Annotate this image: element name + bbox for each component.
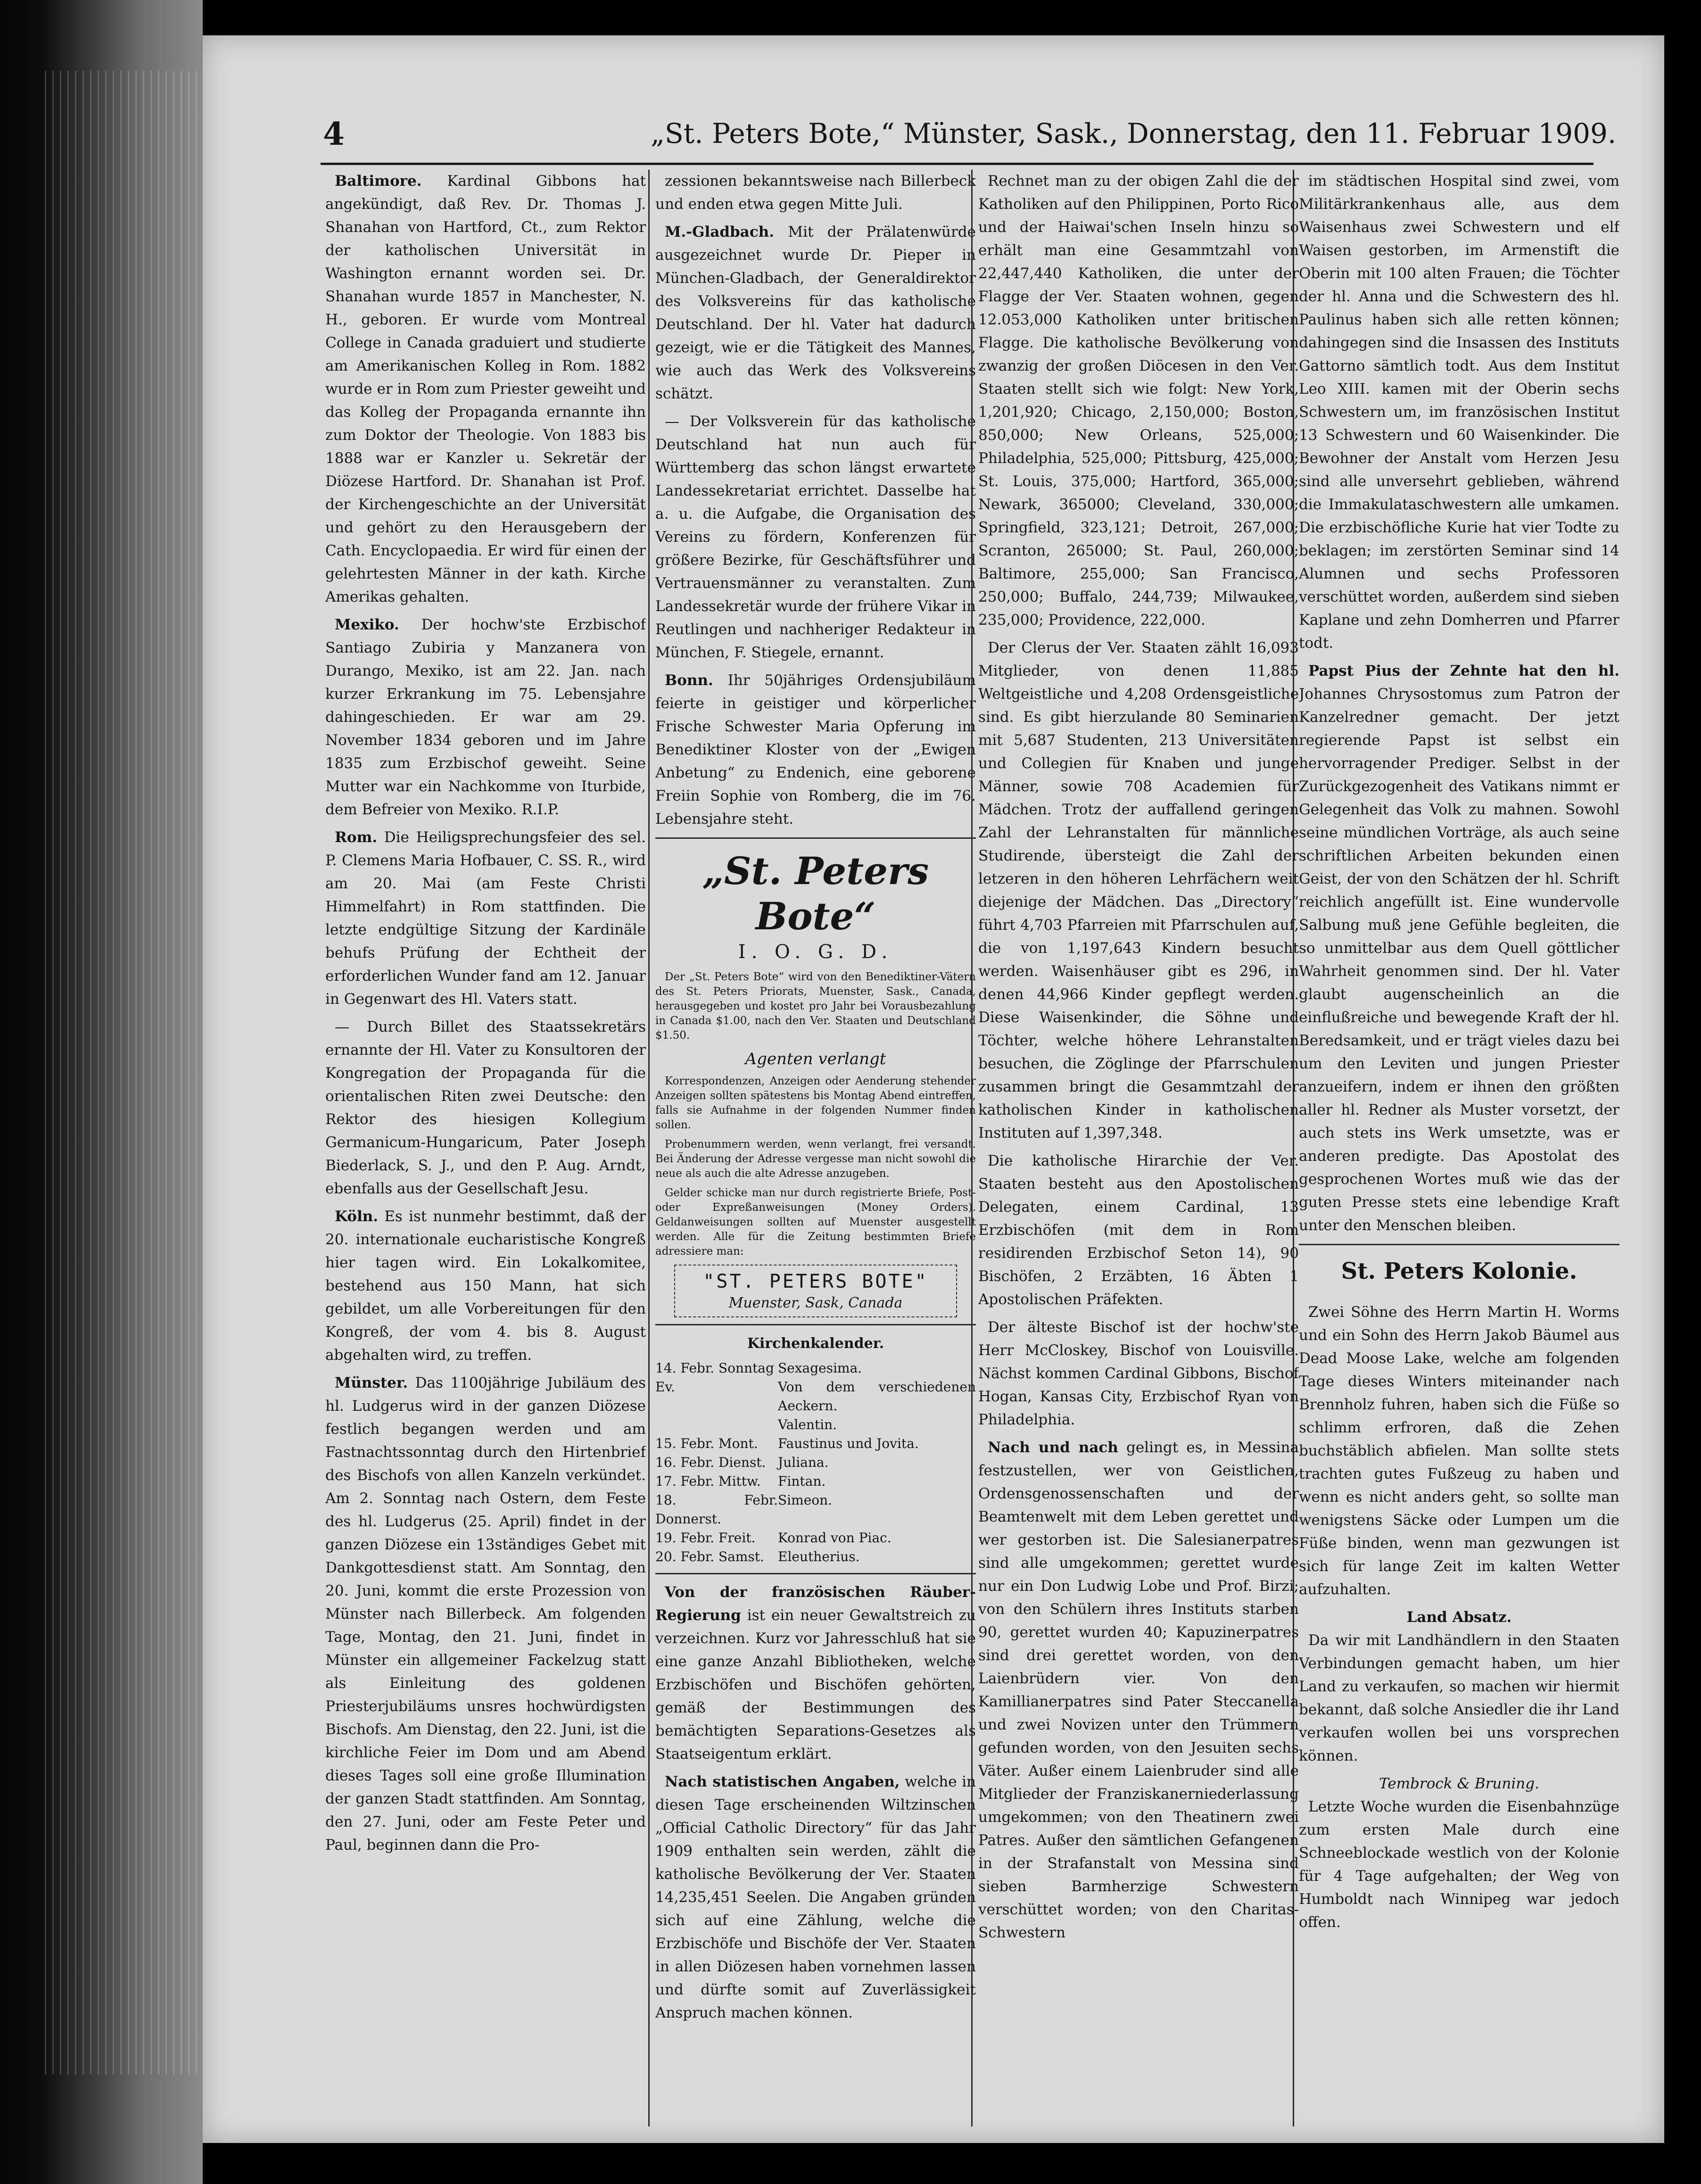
kalender-row (655, 1547, 976, 1566)
article-gladbach (655, 221, 976, 405)
kalender-row (655, 1529, 976, 1547)
column-1 (325, 170, 646, 2126)
kalender-feast: Simeon. (778, 1492, 833, 1508)
article-mexiko (325, 613, 646, 821)
kalender-feast: Valentin. (778, 1417, 837, 1432)
kalender-feast: Juliana. (778, 1455, 829, 1470)
kalender-feast: Konrad von Piac. (778, 1530, 892, 1546)
article-text: gelingt es, in Messina festzustellen, wer von Geistlichen, Ordensgenossenschaften und der Beamtenwelt mit dem Leben gerettet und wer gestorben ist. Die Salesianerpatres sind alle umgekommen; gerettet wurde nur ein Don Ludwig Lobe und Prof. Birzi; von den Schülern ihres Instituts starben 90, gerettet wurden 40; Kapuzinerpatres sind drei gerettet worden, von den Laienbrüdern vier. Von den Kamillianerpatres sind Pater Steccanella und zwei Novizen unter den Trümmern gefunden worden, von den Jesuiten sechs Väter. Außer einem Laienbruder sind alle Mitglieder der Franziskanerniederlassung umgekommen; von den Theatinern zwei Patres. Außer den sämtlichen Gefangenen in der Strafanstalt von Messina sind sieben Barmherzige Schwestern verschüttet worden; von den Charitas-Schwestern (978, 1439, 1299, 1941)
kalender-row (655, 1472, 976, 1491)
article-muenster (325, 1372, 646, 1857)
colony-news: Zwei Söhne des Herrn Martin H. Worms und ein Sohn des Herrn Jakob Bäumel aus Dead Moose Lake, welche am folgenden Tage dieses Winters miteinander nach Brennholz fuhren, haben sich die Füße so schlimm erfroren, daß die Zehen buchstäblich abfielen. Man sollte stets trachten gutes Fußzeug zu haben und wenn es nicht anders geht, so sollte man wenigstens Säcke oder Lumpen um die Füße binden, wenn man gezwungen ist sich für lange Zeit im kalten Wetter aufzuhalten. (1299, 1304, 1619, 1598)
article-aeltester-bischof (978, 1316, 1299, 1431)
notice: Gelder schicke man nur durch registrierte Briefe, Post- oder Expreßanweisungen (Money Orders). Geldanweisungen sollten auf Muenster ausgestellt werden. Alle für die Zeitung bestimmten Briefe adressiere man: (655, 1187, 976, 1257)
article-rom (325, 826, 646, 1011)
land-absatz-text: Da wir mit Landhändlern in den Staaten Verbindungen gemacht haben, um hier Land zu verkaufen, so machen wir hiermit bekannt, daß solche Ansiedler die ihr Land verkaufen wollen bei uns vorsprechen können. (1299, 1632, 1619, 1764)
article-text: im städtischen Hospital sind zwei, vom Militärkrankenhaus alle, aus dem Waisenhaus zwei Schwestern und elf Waisen gestorben, im Armenstift die Oberin mit 100 alten Frauen; die Töchter der hl. Anna und die Schwestern des hl. Paulinus haben sich alle retten können; dahingegen sind die Insassen des Instituts Gattorno sämtlich todt. Aus dem Institut Leo XIII. kamen mit der Oberin sechs Schwestern um, im französischen Institut 13 Schwestern und 60 Waisenkinder. Die Bewohner der Anstalt vom Herzen Jesu sind alle unversehrt geblieben, während die Immakulataschwestern alle umkamen. Die erzbischöfliche Kurie hat vier Todte zu beklagen; im zerstörten Seminar sind 14 Alumnen und sechs Professoren verschüttet worden, außerdem sind sieben Kaplane und zehn Domherren und Pfarrer todt. (1299, 173, 1619, 652)
kalender-row (655, 1491, 976, 1529)
advertiser-signature: Tembrock & Bruning. (1379, 1775, 1539, 1792)
article-text: Die Heiligsprechungsfeier des sel. P. Clemens Maria Hofbauer, C. SS. R., wird am 20. Mai (am Feste Christi Himmelfahrt) in Rom stattfinden. Die letzte endgültige Sitzung der Kardinäle behufs Prüfung der Echtheit der erforderlichen Wunder fand am 12. Januar in Gegenwart des Hl. Vaters statt. (325, 829, 646, 1008)
section-title-kolonie: St. Peters Kolonie. (1341, 1258, 1577, 1284)
article-text: Der Clerus der Ver. Staaten zählt 16,093 Mitglieder, von denen 11,885 Weltgeistliche und 4,208 Ordensgeistliche sind. Es gibt hierzulande 80 Seminarien mit 5,687 Studenten, 213 Universitäten und Collegien für Knaben und junge Männer, sowie 708 Academien für Mädchen. Trotz der auffallend geringen Zahl der Lehranstalten für männliche Studirende, übersteigt die Zahl der letzeren in den höheren Lehrfächern weit diejenige der Mädchen. Das „Directory“ führt 4,703 Pfarreien mit Pfarrschulen auf, die von 1,197,643 Kindern besucht werden. Waisenhäuser gibt es 296, in denen 44,966 Kinder gepflegt werden. Diese Waisenkinder, die Söhne und Töchter, welche höhere Lehranstalten besuchen, die Zöglinge der Pfarrschulen zusammen bringt die Gesammtzahl der katholischen Kinder in katholischen Instituten auf 1,397,348. (978, 639, 1299, 1142)
header-rule (321, 163, 1594, 165)
section-rule (655, 1573, 976, 1574)
kalender-row (655, 1453, 976, 1472)
kalender-date: Ev. (655, 1379, 675, 1395)
article-text: — Der Volksverein für das katholische Deutschland hat nun auch für Württemberg das schon längst erwartete Landessekretariat errichtet. Dasselbe hat a. u. die Aufgabe, die Organisation des Vereins zu fördern, Konferenzen für größere Bezirke, für Geschäftsführer und Vertrauensmänner zu veranstalten. Zum Landessekretär wurde der frühere Vikar in Reutlingen und nachheriger Redakteur in München, F. Stiegele, ernannt. (655, 413, 976, 661)
article-lead: Bonn. (665, 672, 713, 689)
column-3 (978, 170, 1299, 2126)
article-text: ist ein neuer Gewaltstreich zu verzeichnen. Kurz vor Jahresschluß hat sie eine ganze Anzahl Bibliotheken, welche Erzbischöfen und Bischöfen gehörten, gemäß der Bestimmungen des bemächtigten Separations-Gesetzes als Staatseigentum erklärt. (655, 1607, 976, 1762)
article-text: Johannes Chrysostomus zum Patron der Kanzelredner gemacht. Der jetzt regierende Papst ist selbst ein hervorragender Prediger. Selbst in der Zurückgezogenheit des Vatikans nimmt er Gelegenheit das Volk zu mahnen. Sowohl seine mündlichen Vorträge, als auch seine schriftlichen Arbeiten bekunden einen Geist, der von den Schätzen der hl. Schrift reichlich angefüllt ist. Eine wundervolle Salbung muß jene Gefühle begleiten, die so unmittelbar aus dem Quell göttlicher Wahrheit genommen sind. Der hl. Vater glaubt augenscheinlich an die einflußreiche und bewegende Kraft der hl. Beredsamkeit, und er trägt vieles dazu bei um den Leviten und jungen Priester anzueifern, indem er ihnen den größten aller hl. Redner als Muster vorsetzt, der auch stets ins Werk umsetzte, was er anderen predigte. Das Apostolat des gesprochenen Wortes muß wie das der guten Presse stets eine lebendige Kraft unter den Menschen bleiben. (1299, 686, 1619, 1234)
kalender-date: 15. Febr. Mont. (655, 1436, 758, 1451)
article-statistik (655, 1770, 976, 2025)
article-messina-cont (1299, 170, 1619, 655)
article-text: Der älteste Bischof ist der hochw'ste Herr McCloskey, Bischof von Louisville. Nächst kommen Cardinal Gibbons, Bischof Hogan, Kansas City, Erzbischof Ryan von Philadelphia. (978, 1319, 1299, 1428)
article-text: Die katholische Hirarchie der Ver. Staaten besteht aus den Apostolischen Delegaten, einem Cardinal, 13 Erzbischöfen (mit dem in Rom residirenden Erzbischof Seton 14), 90 Bischöfen, 2 Erzäbten, 16 Äbten 1 Apostolischen Präfekten. (978, 1152, 1299, 1308)
article-text: Der hochw'ste Erzbischof Santiago Zubiria y Manzanera von Durango, Mexiko, ist am 22. Jan. nach kurzer Erkrankung im 75. Lebensjahre dahingeschieden. Er war am 29. November 1834 geboren und im Jahre 1835 zum Erzbischof geweiht. Seine Mutter war ein Nachkomme von Iturbide, dem Befreier von Mexiko. R.I.P. (325, 616, 646, 818)
article-lead: Baltimore. (335, 173, 422, 190)
section-rule (655, 837, 976, 839)
kalender-date: 17. Febr. Mittw. (655, 1473, 761, 1489)
article-baltimore (325, 170, 646, 609)
article-lead: Köln. (335, 1208, 379, 1225)
kalender-date: 20. Febr. Samst. (655, 1549, 764, 1564)
kalender-date: 19. Febr. Freit. (655, 1530, 756, 1546)
column-4 (1299, 170, 1619, 2126)
column-2 (655, 170, 976, 2126)
article-lead: Von der französischen Räuber-Regierung (655, 1584, 976, 1624)
masthead (655, 848, 976, 965)
article-lead: M.-Gladbach. (665, 223, 774, 240)
kalender-list (655, 1359, 976, 1566)
kalender-feast: Sexagesima. (778, 1360, 862, 1376)
land-absatz-heading: Land Absatz. (1406, 1609, 1512, 1626)
agents-wanted: Agenten verlangt (745, 1050, 886, 1068)
section-rule (1299, 1244, 1619, 1245)
kalender-feast: Fintan. (778, 1473, 826, 1489)
newspaper-page (203, 35, 1664, 2143)
article-hirarchie (978, 1150, 1299, 1311)
kalender-title: Kirchenkalender. (747, 1335, 884, 1352)
column-rule (648, 170, 650, 2126)
publisher-info: Der „St. Peters Bote“ wird von den Benediktiner-Vätern des St. Peters Priorats, Muenster, Sask., Canada, herausgegeben und kostet pro Jahr bei Vorausbezahlung in Canada $1.00, nach den Ver. Staaten und Deutschland $1.50. (655, 971, 976, 1042)
kalender-date: 16. Febr. Dienst. (655, 1455, 766, 1470)
article-lead: Münster. (335, 1374, 408, 1391)
article-lead: Nach und nach (988, 1439, 1118, 1456)
article-text: welche in diesen Tage erscheinenden Wiltzinschen „Official Catholic Directory“ für das Jahr 1909 enthalten sein werden, zählt die katholische Bevölkerung der Ver. Staaten 14,235,451 Seelen. Die Angaben gründen sich auf eine Zählung, welche die Erzbischöfe und Bischöfe der Ver. Staaten in allen Diözesen haben vornehmen lassen und dürfte somit auf Zuverlässigkeit Anspruch machen können. (655, 1773, 976, 2021)
notice: Probenummern werden, wenn verlangt, frei versandt. Bei Änderung der Adresse vergesse man nicht sowohl die neue als auch die alte Adresse anzugeben. (655, 1138, 976, 1180)
article-text: Kardinal Gibbons hat angekündigt, daß Rev. Dr. Thomas J. Shanahan von Hartford, Ct., zum Rektor der katholischen Universität in Washington ernannt worden sei. Dr. Shanahan wurde 1857 in Manchester, N. H., geboren. Er wurde vom Montreal College in Canada graduiert und studierte am Amerikanischen Kolleg in Rom. 1882 wurde er in Rom zum Priester geweiht und das Kolleg der Propaganda ernannte ihn zum Doktor der Theologie. Von 1883 bis 1888 war er Kanzler u. Sekretär der Diözese Hartford. Dr. Shanahan ist Prof. der Kirchengeschichte an der Universität und gehört zu den Herausgebern der Cath. Encyclopaedia. Er wird für einen der gelehrtesten Männer in der kath. Kirche Amerikas gehalten. (325, 173, 646, 605)
article-koeln (325, 1205, 646, 1367)
article-volksverein (655, 410, 976, 664)
notice: Korrespondenzen, Anzeigen oder Aenderung stehender Anzeigen sollten spätestens bis Montag Abend eintreffen, falls sie Aufnahme in der folgenden Nummer finden sollen. (655, 1075, 976, 1131)
masthead-motto: I. O. G. D. (738, 941, 893, 963)
article-text: zessionen bekanntsweise nach Billerbeck und enden etwa gegen Mitte Juli. (655, 173, 976, 213)
kalender-feast: Von dem verschiedenen Aeckern. (778, 1379, 976, 1414)
section-rule (655, 1324, 976, 1325)
article-text: — Durch Billet des Staatssekretärs ernannte der Hl. Vater zu Konsultoren der Kongregation der Propaganda für die orientalischen Riten zwei Deutsche: den Rektor des hiesigen Kollegium Germanicum-Hungaricum, Pater Joseph Biederlack, S. J., und den P. Aug. Arndt, ebenfalls aus der Gesellschaft Jesu. (325, 1018, 646, 1197)
kalender-feast: Eleutherius. (778, 1549, 860, 1564)
book-spine-edge (0, 0, 203, 2184)
article-text: Mit der Prälatenwürde ausgezeichnet wurde Dr. Pieper in München-Gladbach, der Generaldirektor des Volksvereins für das katholische Deutschland. Der hl. Vater hat dadurch gezeigt, wie er die Tätigkeit des Mannes, wie auch das Werk des Volksvereins schätzt. (655, 223, 976, 402)
article-text: Ihr 50jähriges Ordensjubiläum feierte in geistiger und körperlicher Frische Schwester Maria Opferung im Benediktiner Kloster von der „Ewigen Anbetung“ zu Endenich, eine geborene Freiin Sophie von Romberg, die im 76. Lebensjahre steht. (655, 672, 976, 827)
article-statistik-cont (978, 170, 1299, 632)
article-continuation (655, 170, 976, 216)
kalender-row (655, 1359, 976, 1378)
address-stamp (674, 1265, 957, 1317)
kalender-date: 14. Febr. Sonntag (655, 1360, 774, 1376)
article-lead: Papst Pius der Zehnte hat den hl. (1308, 662, 1619, 679)
article-rom-konsultoren (325, 1016, 646, 1200)
address-line: "ST. PETERS BOTE" (703, 1271, 928, 1292)
masthead-title: „St. Peters Bote“ (702, 849, 929, 938)
article-text: Es ist nunmehr bestimmt, daß der 20. internationale eucharistische Kongreß hier tagen wird. Ein Lokalkomitee, bestehend aus 150 Mann, hat sich gebildet, um alle Vorbereitungen für den Kongreß, der vom 4. bis 8. August abgehalten wird, zu treffen. (325, 1208, 646, 1364)
kalender-row (655, 1378, 976, 1415)
article-clerus (978, 637, 1299, 1145)
article-bonn (655, 669, 976, 831)
kalender-date (655, 1415, 778, 1434)
article-lead: Mexiko. (335, 616, 399, 633)
address-line: Muenster, Sask, Canada (728, 1295, 903, 1311)
kalender-feast: Faustinus und Jovita. (778, 1436, 919, 1451)
article-messina (978, 1436, 1299, 1944)
article-lead: Rom. (335, 829, 378, 846)
article-text: Das 1100jährige Jubiläum des hl. Ludgerus wird in der ganzen Diözese festlich begangen werden und am Fastnachtssonntag durch den Hirtenbrief des Bischofs von allen Kanzeln verkündet. Am 2. Sonntag nach Ostern, dem Feste des hl. Ludgerus (25. April) findet in der ganzen Diözese ein 13ständiges Gebet mit Dankgottesdienst statt. Am Sonntag, den 20. Juni, kommt die erste Prozession von Münster nach Billerbeck. Am folgenden Tage, Montag, den 21. Juni, findet in Münster ein allgemeiner Fackelzug statt als Einleitung des goldenen Priesterjubiläums unsres hochwürdigsten Bischofs. Am Dienstag, den 22. Juni, ist die kirchliche Feier im Dom und am Abend dieses Tages soll eine große Illumination der ganzen Stadt stattfinden. Am Sonntag, den 27. Juni, oder am Feste Peter und Paul, beginnen dann die Pro- (325, 1374, 646, 1853)
article-text: Rechnet man zu der obigen Zahl die der Katholiken auf den Philippinen, Porto Rico und der Haiwai'schen Inseln hinzu so erhält man eine Gesammtzahl von 22,447,440 Katholiken, die unter der Flagge der Ver. Staaten wohnen, gegen 12.053,000 Katholiken unter britischen Flagge. Die katholische Bevölkerung von zwanzig der großen Diöcesen in den Ver. Staaten stellt sich wie folgt: New York, 1,201,920; Chicago, 2,150,000; Boston, 850,000; New Orleans, 525,000; Philadelphia, 525,000; Pittsburg, 425,000; St. Louis, 375,000; Hartford, 365,000; Newark, 365000; Cleveland, 330,000; Springfield, 323,121; Detroit, 267,000; Scranton, 265000; St. Paul, 260,000; Baltimore, 255,000; San Francisco, 250,000; Buffalo, 244,739; Milwaukee, 235,000; Providence, 222,000. (978, 173, 1299, 629)
kalender-date: 18. Febr. Donnerst. (655, 1492, 778, 1527)
article-papst-pius (1299, 660, 1619, 1237)
running-title: „St. Peters Bote,“ Münster, Sask., Donnerstag, den 11. Februar 1909. (651, 117, 1617, 149)
article-raeuber-regierung (655, 1581, 976, 1766)
page-edges (45, 71, 200, 2075)
kalender-row (655, 1434, 976, 1453)
article-lead: Nach statistischen Angaben, (665, 1773, 900, 1790)
kalender-row (655, 1415, 976, 1434)
colony-news-railway: Letzte Woche wurden die Eisenbahnzüge zum ersten Male durch eine Schneeblockade westlich von der Kolonie für 4 Tage aufgehalten; der Weg von Humboldt nach Winnipeg war jedoch offen. (1299, 1798, 1619, 1931)
page-number: 4 (323, 116, 345, 152)
